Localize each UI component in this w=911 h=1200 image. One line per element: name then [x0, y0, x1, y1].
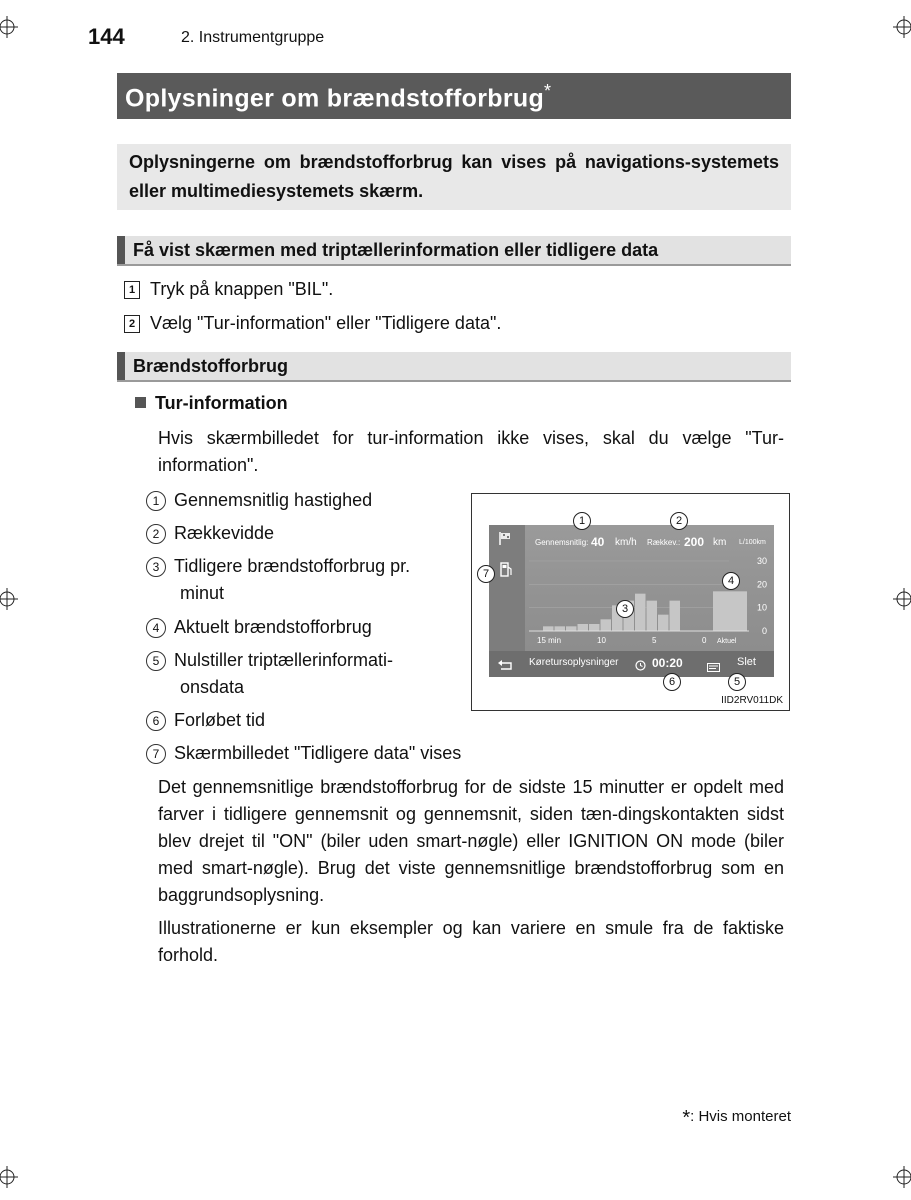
y-tick-label: 0 — [761, 626, 767, 636]
item-text: Skærmbilledet "Tidligere data" vises — [174, 743, 462, 763]
back-label[interactable]: Køretursoplysninger — [529, 657, 619, 668]
range-unit: km — [713, 537, 727, 548]
step-number-box: 2 — [124, 315, 140, 333]
callout-2: 2 — [670, 512, 688, 530]
section-heading-fuel-text: Brændstofforbrug — [133, 356, 288, 376]
item-text: Gennemsnitlig hastighed — [174, 490, 373, 510]
list-item-continuation: minut — [180, 583, 225, 603]
intro-box — [117, 144, 791, 210]
page-title — [125, 81, 551, 113]
history-bar — [589, 624, 600, 631]
list-item-continuation: onsdata — [180, 677, 245, 697]
reset-button[interactable]: Slet — [737, 656, 756, 668]
callout-7: 7 — [477, 565, 495, 583]
step-text: Tryk på knappen "BIL". — [150, 279, 334, 299]
item-number-circle: 7 — [146, 744, 166, 764]
x-tick-label: 5 — [652, 636, 657, 645]
footnote-text: : Hvis monteret — [690, 1108, 791, 1125]
footnote-asterisk: * — [682, 1107, 691, 1129]
registration-mark-top-right — [893, 16, 911, 38]
item-number-circle: 4 — [146, 618, 166, 638]
list-item — [146, 707, 265, 734]
trip-info-intro: Hvis skærmbilledet for tur-information ikke vises, skal du vælge "Tur-information". — [158, 428, 784, 475]
registration-mark-bottom-left — [0, 1166, 18, 1188]
square-bullet-icon — [135, 397, 146, 408]
reset-icon — [707, 659, 720, 668]
history-bar — [578, 624, 589, 631]
figure-code: IID2RV011DK — [721, 695, 783, 706]
avg-speed-unit: km/h — [615, 537, 637, 548]
range-value: 200 — [684, 535, 705, 549]
chapter-title: 2. Instrumentgruppe — [181, 29, 325, 46]
item-number-circle: 1 — [146, 491, 166, 511]
current-bar — [713, 591, 747, 631]
registration-mark-mid-left — [0, 588, 18, 610]
trip-info-figure — [471, 493, 790, 711]
item-number-circle: 2 — [146, 524, 166, 544]
clock-icon — [635, 658, 646, 669]
subheading-trip-info — [135, 393, 288, 414]
paragraph-average-fuel: Det gennemsnitlige brændstofforbrug for de sidste 15 minutter er opdelt med farver i tidligere gennemsnit og gennemsnit, siden tæn-dingskontakten sidst blev drejet til "ON" (biler uden smart-nøgle) eller IGNITION ON mode (biler med smart-nøgle). Brug det viste gennemsnitlige brændstofforbrug som en baggrundsoplysning. — [158, 777, 784, 905]
display-screen — [489, 525, 774, 677]
page-number: 144 — [88, 24, 125, 49]
callout-6: 6 — [663, 673, 681, 691]
avg-speed-value: 40 — [591, 535, 605, 549]
item-text: Nulstiller triptællerinformati- — [174, 650, 394, 670]
history-bar — [601, 619, 612, 631]
list-item — [146, 614, 372, 641]
fuel-unit-label: L/100km — [739, 539, 766, 546]
item-text: Tidligere brændstofforbrug pr. — [174, 556, 411, 576]
x-tick-label: 15 min — [537, 636, 562, 645]
list-item — [146, 740, 461, 767]
section-title-bar — [117, 73, 791, 119]
subheading-text: Tur-information — [155, 393, 288, 413]
history-bar — [555, 626, 566, 631]
current-label: Aktuel — [717, 638, 737, 645]
list-item — [146, 647, 456, 674]
footnote — [682, 1107, 791, 1130]
callout-3: 3 — [616, 600, 634, 618]
title-asterisk: * — [544, 81, 552, 101]
back-arrow-icon[interactable] — [497, 658, 513, 669]
section-heading-display — [117, 236, 791, 266]
list-item — [146, 520, 274, 547]
x-tick-label: 10 — [597, 636, 606, 645]
avg-speed-label: Gennemsnitlig: — [535, 538, 589, 547]
y-tick-label: 30 — [756, 556, 767, 566]
item-text: Rækkevidde — [174, 523, 275, 543]
item-text: Aktuelt brændstofforbrug — [174, 617, 372, 637]
item-text: Forløbet tid — [174, 710, 266, 730]
history-bar — [647, 601, 658, 631]
step-number-box: 1 — [124, 281, 140, 299]
history-bar — [670, 601, 681, 631]
section-heading-fuel — [117, 352, 791, 382]
step-2 — [124, 313, 501, 334]
flag-icon[interactable] — [499, 532, 511, 545]
range-label: Rækkev.: — [647, 538, 681, 547]
paragraph-disclaimer: Illustrationerne er kun eksempler og kan variere en smule fra de faktiske forhold. — [158, 918, 784, 965]
callout-5: 5 — [728, 673, 746, 691]
list-item — [146, 553, 410, 580]
item-number-circle: 5 — [146, 651, 166, 671]
step-1 — [124, 279, 333, 300]
page-title-text: Oplysninger om brændstofforbrug — [125, 84, 545, 113]
step-text: Vælg "Tur-information" eller "Tidligere data". — [150, 313, 502, 333]
registration-mark-mid-right — [893, 588, 911, 610]
elapsed-time: 00:20 — [652, 656, 683, 670]
registration-mark-bottom-right — [893, 1166, 911, 1188]
item-number-circle: 6 — [146, 711, 166, 731]
history-bar — [658, 615, 669, 631]
callout-1: 1 — [573, 512, 591, 530]
history-bar — [566, 626, 577, 631]
x-tick-label: 0 — [702, 636, 707, 645]
y-tick-label: 20 — [756, 579, 767, 590]
intro-text: Oplysningerne om brændstofforbrug kan vises på navigations-systemets eller multimediesystemets skærm. — [129, 152, 779, 201]
callout-4: 4 — [722, 572, 740, 590]
history-bar — [635, 594, 646, 631]
item-number-circle: 3 — [146, 557, 166, 577]
history-bar — [543, 626, 554, 631]
fuel-history-chart — [529, 553, 774, 645]
list-item — [146, 487, 372, 514]
fuel-pump-icon[interactable] — [500, 561, 514, 577]
registration-mark-top-left — [0, 16, 18, 38]
y-tick-label: 10 — [756, 602, 767, 613]
section-heading-display-text: Få vist skærmen med triptællerinformation eller tidligere data — [133, 240, 659, 260]
